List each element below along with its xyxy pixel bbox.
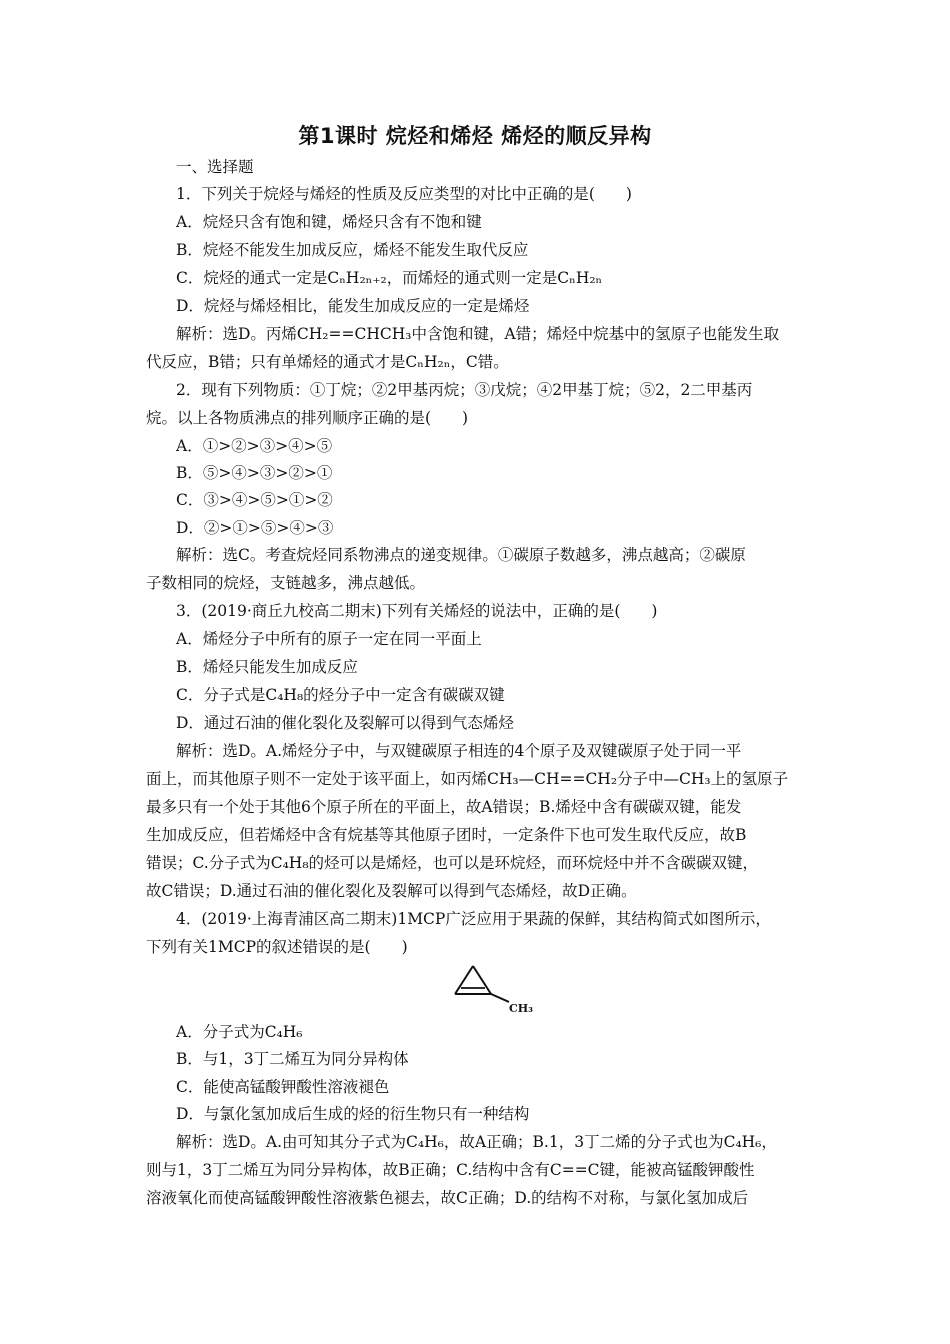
q2-option-a: A．①>②>③>④>⑤ [176,437,333,455]
q4-option-a: A．分子式为C₄H₆ [176,1023,303,1041]
q1-analysis-line: 解析：选D。丙烯CH₂==CHCH₃中含饱和键，A错；烯烃中烷基中的氢原子也能发生取 [176,325,780,343]
q3-analysis-line: 错误；C.分子式为C₄H₈的烃可以是烯烃，也可以是环烷烃，而环烷烃中并不含碳碳双键， [146,854,759,872]
q1-option-b: B．烷烃不能发生加成反应，烯烃不能发生取代反应 [176,241,529,259]
q2-option-c: C．③>④>⑤>①>② [176,491,333,509]
q3-option-d: D．通过石油的催化裂化及裂解可以得到气态烯烃 [176,714,514,732]
q4-stem-cont: 下列有关1MCP的叙述错误的是( ) [146,938,408,956]
q2-stem: 2．现有下列物质：①丁烷；②2甲基丙烷；③戊烷；④2甲基丁烷；⑤2，2二甲基丙 [176,381,753,399]
q3-analysis-line: 面上，而其他原子则不一定处于该平面上，如丙烯CH₃—CH==CH₂分子中—CH₃上的氢原子 [146,770,789,788]
q4-option-d: D．与氯化氢加成后生成的烃的衍生物只有一种结构 [176,1105,530,1123]
q3-analysis-line: 生加成反应，但若烯烃中含有烷基等其他原子团时，一定条件下也可发生取代反应，故B [146,826,747,844]
q3-option-c: C．分子式是C₄H₈的烃分子中一定含有碳碳双键 [176,686,505,704]
q1-analysis-line: 代反应，B错；只有单烯烃的通式才是CₙH₂ₙ，C错。 [146,353,509,371]
q2-analysis-line: 解析：选C。考查烷烃同系物沸点的递变规律。①碳原子数越多，沸点越高；②碳原 [176,546,746,564]
q3-option-b: B．烯烃只能发生加成反应 [176,658,358,676]
ring-bond-left [455,966,473,994]
q2-analysis-line: 子数相同的烷烃，支链越多，沸点越低。 [146,574,426,592]
q2-option-d: D．②>①>⑤>④>③ [176,519,334,537]
q1-stem: 1．下列关于烷烃与烯烃的性质及反应类型的对比中正确的是( ) [176,185,632,203]
q2-option-b: B．⑤>④>③>②>① [176,464,333,482]
q3-analysis-line: 故C错误；D.通过石油的催化裂化及裂解可以得到气态烯烃，故D正确。 [146,882,637,900]
q3-analysis-line: 解析：选D。A.烯烃分子中，与双键碳原子相连的4个原子及双键碳原子处于同一平 [176,742,742,760]
page-title: 第1课时 烷烃和烯烃 烯烃的顺反异构 [298,124,652,148]
q2-stem-cont: 烷。以上各物质沸点的排列顺序正确的是( ) [146,409,469,427]
ring-bond-right [473,966,491,994]
q4-analysis-line: 溶液氧化而使高锰酸钾酸性溶液紫色褪去，故C正确；D.的结构不对称，与氯化氢加成后 [146,1189,749,1207]
q4-analysis-line: 解析：选D。A.由可知其分子式为C₄H₆，故A正确；B.1，3丁二烯的分子式也为C₄H₆， [176,1133,777,1151]
q1-option-a: A．烷烃只含有饱和键，烯烃只含有不饱和键 [176,213,482,231]
q1-option-c: C．烷烃的通式一定是CₙH₂ₙ₊₂，而烯烃的通式则一定是CₙH₂ₙ [176,269,603,287]
methyl-label: CH₃ [509,1002,533,1015]
q3-stem: 3．(2019·商丘九校高二期末)下列有关烯烃的说法中，正确的是( ) [176,602,658,620]
1mcp-structure-figure [445,960,535,1016]
q4-option-c: C．能使高锰酸钾酸性溶液褪色 [176,1078,390,1096]
q3-option-a: A．烯烃分子中所有的原子一定在同一平面上 [176,630,482,648]
methyl-bond [491,994,509,1002]
section-heading: 一、选择题 [176,158,254,176]
q4-stem: 4．(2019·上海青浦区高二期末)1MCP广泛应用于果蔬的保鲜，其结构简式如图所示， [176,910,771,928]
q1-option-d: D．烷烃与烯烃相比，能发生加成反应的一定是烯烃 [176,297,530,315]
q3-analysis-line: 最多只有一个处于其他6个原子所在的平面上，故A错误；B.烯烃中含有碳碳双键，能发 [146,798,742,816]
q4-option-b: B．与1，3丁二烯互为同分异构体 [176,1050,409,1068]
q4-analysis-line: 则与1，3丁二烯互为同分异构体，故B正确；C.结构中含有C==C键，能被高锰酸钾酸性 [146,1161,755,1179]
